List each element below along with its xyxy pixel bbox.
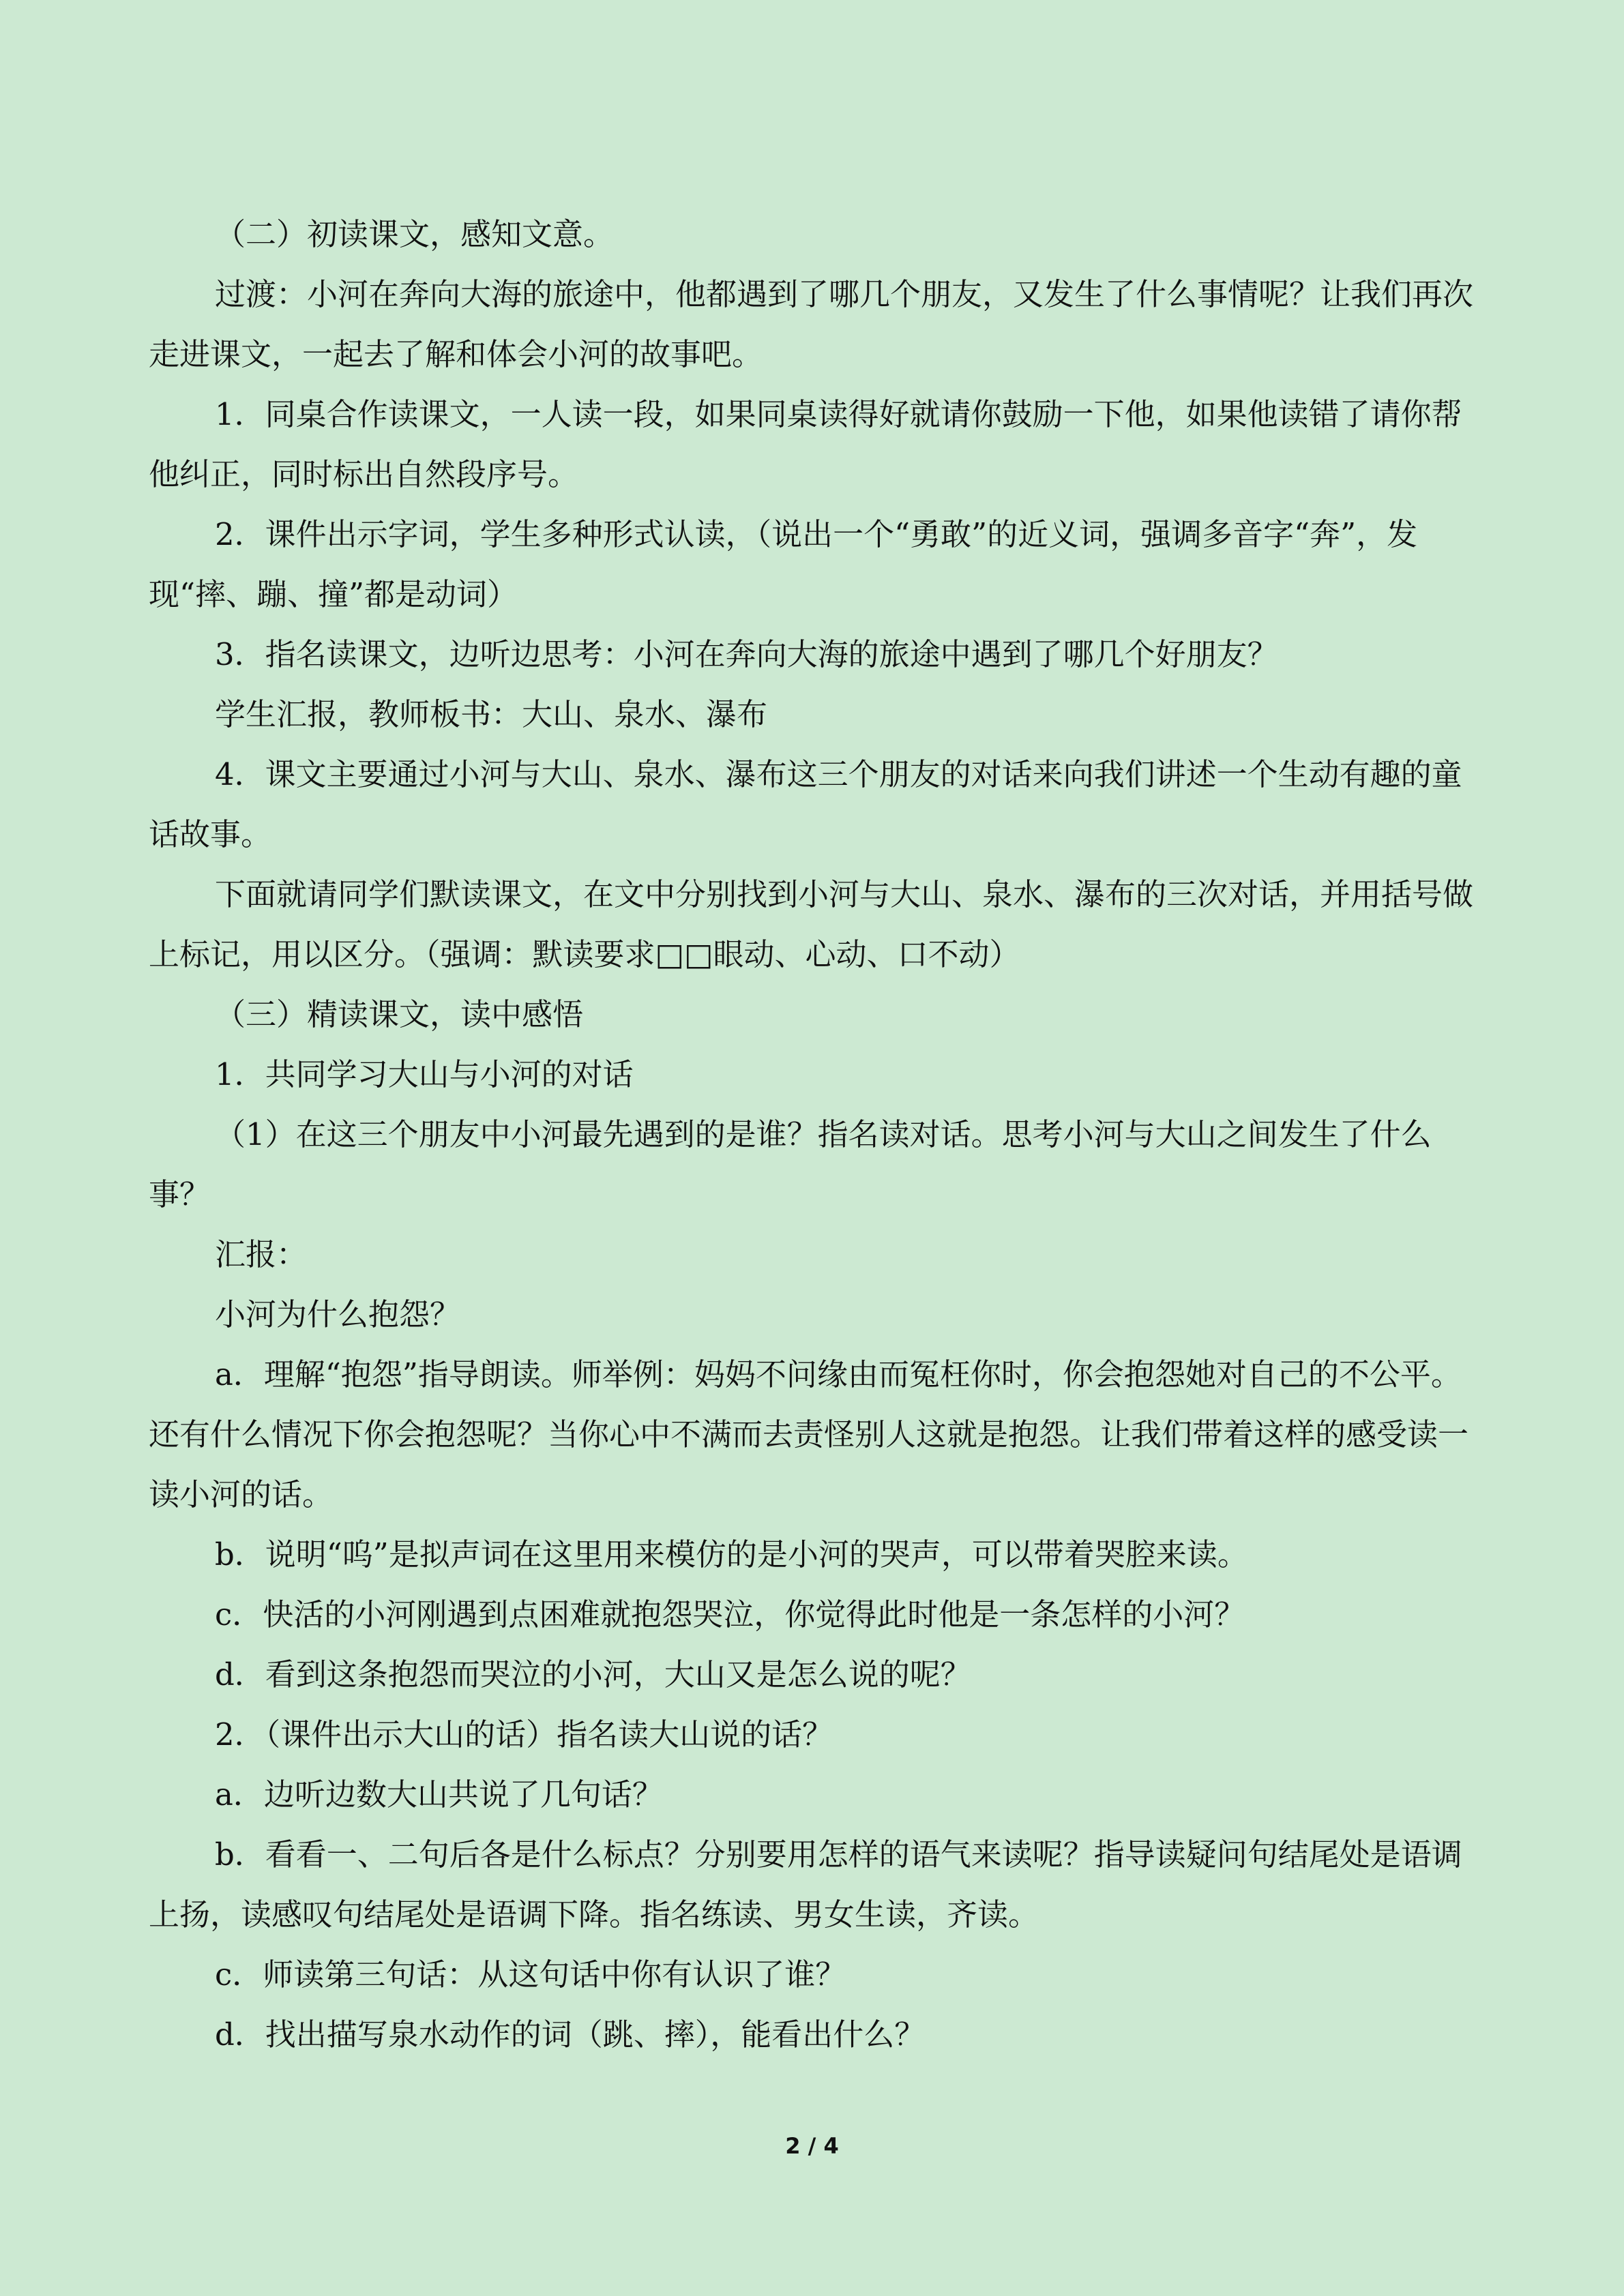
paragraph-why-complain: 小河为什么抱怨？ [215, 1296, 461, 1332]
paragraph-item-d-2: d．找出描写泉水动作的词（跳、摔），能看出什么？ [215, 2016, 926, 2053]
paragraph-item-d-1: d．看到这条抱怨而哭泣的小河，大山又是怎么说的呢？ [215, 1656, 971, 1693]
paragraph-step-3: 3．指名读课文，边听边思考：小河在奔向大海的旅途中遇到了哪几个好朋友？ [215, 636, 1278, 672]
paragraph-subsection-1: 1．共同学习大山与小河的对话 [215, 1056, 634, 1092]
section-heading-3: （三）精读课文，读中感悟 [215, 996, 584, 1032]
paragraph-report-label: 汇报： [215, 1236, 308, 1272]
paragraph-subsection-2: 2．（课件出示大山的话）指名读大山说的话？ [215, 1716, 833, 1753]
paragraph-transition: 过渡：小河在奔向大海的旅途中，他都遇到了哪几个朋友，又发生了什么事情呢？让我们再次走进课文，一起去了解和体会小河的故事吧。 [149, 276, 1474, 372]
paragraph-item-a-1: a．理解“抱怨”指导朗读。师举例：妈妈不问缘由而冤枉你时，你会抱怨她对自己的不公平。还有什么情况下你会抱怨呢？当你心中不满而去责怪别人这就是抱怨。让我们带着这样的感受读一读小河的话。 [149, 1356, 1469, 1512]
section-heading-2: （二）初读课文，感知文意。 [215, 216, 615, 252]
paragraph-item-b-2: b．看看一、二句后各是什么标点？分别要用怎样的语气来读呢？指导读疑问句结尾处是语调上扬，读感叹句结尾处是语调下降。指名练读、男女生读，齐读。 [149, 1836, 1462, 1933]
paragraph-student-report: 学生汇报，教师板书：大山、泉水、瀑布 [215, 696, 768, 732]
paragraph-step-2: 2．课件出示字词，学生多种形式认读，（说出一个“勇敢”的近义词，强调多音字“奔”，发现“摔、蹦、撞”都是动词） [149, 516, 1418, 612]
paragraph-question-1: （1）在这三个朋友中小河最先遇到的是谁？指名读对话。思考小河与大山之间发生了什么事？ [149, 1116, 1432, 1212]
paragraph-silent-reading: 下面就请同学们默读课文，在文中分别找到小河与大山、泉水、瀑布的三次对话，并用括号做上标记，用以区分。（强调：默读要求□□眼动、心动、口不动） [149, 876, 1474, 972]
document-body [149, 205, 1477, 2065]
paragraph-step-1: 1．同桌合作读课文，一人读一段，如果同桌读得好就请你鼓励一下他，如果他读错了请你帮他纠正，同时标出自然段序号。 [149, 396, 1462, 492]
paragraph-item-a-2: a．边听边数大山共说了几句话？ [215, 1776, 663, 1813]
paragraph-step-4: 4．课文主要通过小河与大山、泉水、瀑布这三个朋友的对话来向我们讲述一个生动有趣的童话故事。 [149, 756, 1462, 852]
paragraph-item-b-1: b．说明“呜”是拟声词在这里用来模仿的是小河的哭声，可以带着哭腔来读。 [215, 1536, 1248, 1572]
paragraph-item-c-2: c．师读第三句话：从这句话中你有认识了谁？ [215, 1956, 846, 1993]
page-number: 2 / 4 [785, 2133, 839, 2159]
paragraph-item-c-1: c．快活的小河刚遇到点困难就抱怨哭泣，你觉得此时他是一条怎样的小河？ [215, 1596, 1245, 1632]
